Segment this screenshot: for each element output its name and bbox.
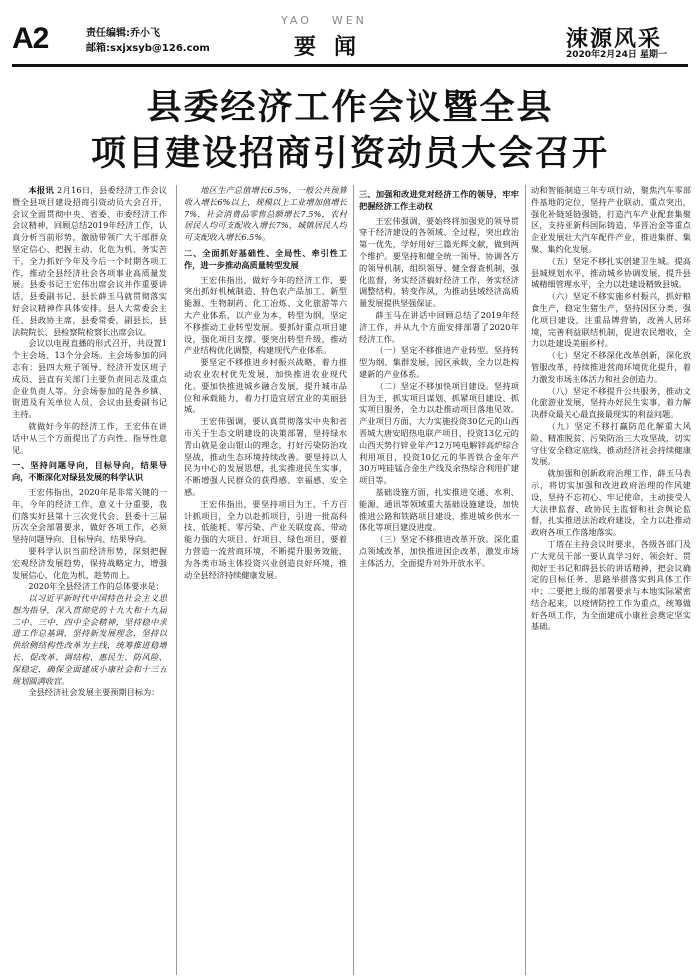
paragraph: 全县经济社会发展主要预期目标为： [28, 687, 160, 698]
editor-name: 责任编辑:乔小飞 [86, 28, 160, 39]
page-header [0, 0, 700, 70]
paragraph: （二）坚定不移加快项目建设。坚持项目为王，抓实项目谋划、抓紧项目建设、抓实项目服务，全力以赴推动项目落地见效。产业项目方面，大力实施投资30亿元的山西晋城大唐安昭热电联产项目，投资13亿元的山西天势行锌业年产12万吨电解锌高炉综合利用项目，投资10亿元的华晋铁合金年产30万吨硅锰合金生产线及余热综合利用扩建项目等。 [359, 380, 519, 486]
pinyin-left: YAO [281, 14, 312, 27]
section-heading: 三、加强和改进党对经济工作的领导，牢牢把握经济工作主动权 [359, 189, 519, 211]
paragraph: 王宏伟指出，2020年是非常关键的一年，今年的经济工作，意义十分重要，我们落实好县第十三次党代会、县委十三届历次全会部署要求，做好各项工作，必须坚持问题导向、目标导向、结果导向。 [12, 486, 167, 545]
quote-paragraph: 以习近平新时代中国特色社会主义思想为指导，深入贯彻党的十九大和十九届二中、三中、四中全会精神，坚持稳中求进工作总基调，坚持新发展理念，坚持以供给侧结构性改革为主线，统筹推进稳增长、促改革、调结构、惠民生、防风险、保稳定，确保全面建成小康社会和十三五规划圆满收官。 [12, 593, 167, 686]
headline-line-1: 县委经济工作会议暨全县 [146, 88, 554, 128]
paragraph: （六）坚定不移实施乡村振兴，抓好粮食生产，稳定生猪生产，坚持因区分类、强化项目建设，注重品牌营销，改善人居环境，完善利益联结机制，促进农民增收，全力以赴建设美丽乡村。 [531, 291, 691, 349]
paragraph: （一）坚定不移推进产业转型。坚持转型为纲、集群发展，园区承载、全力以赴构建新的产业体系。 [359, 345, 519, 379]
article-column-4 [531, 185, 691, 975]
issue-date: 2020年2月24日 星期一 [566, 50, 667, 60]
paragraph: 基础设施方面，扎实推进交通、水利、能源、通讯等领域重大基础设施建设，加快推进公路和铁路项目建设，推进城乡供水一体化等项目建设进度。 [359, 486, 519, 533]
paragraph: 丁塔在主持会议时要求，各级各部门及广大党员干部一要认真学习好、领会好、贯彻好王书记和薛县长的讲话精神，把会议确定的目标任务、思路举措落实到具体工作中；二要把上级的部署要求与本地实际紧密结合起来，以疫情防控工作为重点，统筹做好各项工作，为全面建成小康社会奠定坚实基础。 [531, 538, 691, 632]
paragraph: 王宏伟指出，做好今年的经济工作，要突出抓好机械制造、特色农产品加工、新型能源、生物制药、化工冶炼、文化旅游等六大产业体系，以产业为本，转型为纲，坚定不移推动工业转型发展。要抓好重点项目建设，强化项目支撑。要突出转型升级，推动产业结构优化调整，构建现代产业体系。 [184, 274, 347, 356]
column-divider [353, 185, 354, 975]
paragraph: （九）坚定不移打赢防范化解重大风险、精准脱贫、污染防治三大攻坚战，切实守住安全稳定底线，推动经济社会持续健康发展。 [531, 420, 691, 467]
section-heading: 二、全面抓好基础性、全局性、牵引性工作，进一步推动高质量转型发展 [184, 247, 347, 270]
page-number: A2 [12, 22, 49, 55]
paragraph: 就做好今年的经济工作，王宏伟在讲话中从三个方面提出了方向性、指导性意见。 [12, 420, 167, 455]
paragraph: 王宏伟强调，要认真贯彻落实中央和省市关于生态文明建设的决策部署，坚持绿水青山就是金山银山的理念，打好污染防治攻坚战，推动生态环境持续改善。要坚持以人民为中心的发展思想，扎实推进民生实事，不断增强人民群众的获得感、幸福感、安全感。 [184, 416, 347, 497]
paragraph: 动和智能制造三年专项行动，聚焦汽车零部件基地的定位，坚持产业联动、重点突出，强化补链延链强链，打造汽车产业配套集聚区，支持亚新科国际铸造、华晋冶金等重点企业发展壮大汽车配件产业，推进集群、集聚、集约化发展。 [531, 185, 691, 254]
paragraph: 就加强和创新政府治理工作，薛玉马表示，将切实加强和改进政府治理的作风建设，坚持不忘初心、牢记使命，主动接受人大法律监督、政协民主监督和社会舆论监督，扎实推进法治政府建设，全力以赴推动政府各项工作落地落实。 [531, 468, 691, 538]
paragraph: 2020年全县经济工作的总体要求是： [28, 581, 164, 592]
paragraph: 要科学认识当前经济形势，深刻把握宏观经济发展趋势，保持战略定力，增强发展信心，化危为机，趁势而上。 [12, 545, 167, 580]
paragraph: 地区生产总值增长6.5%，一般公共预算收入增长6%以上，规模以上工业增加值增长7%，社会消费品零售总额增长7.5%，农村居民人均可支配收入增长7%，城镇居民人均可支配收入增长6.5%。 [184, 185, 347, 243]
section-pinyin [281, 14, 367, 27]
column-divider [525, 185, 526, 975]
column-divider [176, 185, 177, 975]
paragraph: 王宏伟强调，要始终将加强党的领导贯穿于经济建设的各领域、全过程，突出政治第一优先，学好用好三篇光辉文献，做到两个维护。要坚持和健全统一领导、协调各方的领导机制，组织领导、健全督查机制，强化监督，务实经济搞好经济工作，务实经济调整结构，转变作风，为推动县域经济高质量发展提供坚强保证。 [359, 215, 519, 309]
headline-line-2: 项目建设招商引资动员大会召开 [90, 134, 609, 174]
newspaper-brand: 涑源风采 [566, 26, 663, 52]
article-column-3 [359, 185, 519, 975]
header-rule [12, 64, 688, 67]
paragraph: 薛玉马在讲话中回顾总结了2019年经济工作，并从九个方面安排部署了2020年经济工作。 [359, 309, 519, 344]
editor-email: 邮箱:sxjxsyb@126.com [86, 43, 210, 54]
paragraph: （三）坚定不移推进改革开放。深化重点领域改革，加快推进国企改革，激发市场主体活力，全面提升对外开放水平。 [359, 534, 519, 568]
article-column-1 [12, 185, 167, 975]
paragraph: 王宏伟指出，要坚持项目为王，千方百计抓项目，全力以赴抓项目，引进一批高科技、低能耗、零污染、产业关联度高、带动能力强的大项目、好项目、绿色项目，要着力营造一流营商环境，不断提升服务效能，为各类市场主体投资兴业创造良好环境，推动全县经济持续健康发展。 [184, 498, 347, 580]
section-heading: 一、坚持问题导向，目标导向，结果导向，不断深化对绿县发展的科学认识 [12, 460, 167, 483]
paragraph: （七）坚定不移深化改革创新，深化放管服改革，持续推进营商环境优化提升，着力激发市场主体活力和社会创造力。 [531, 350, 691, 384]
paragraph: （八）坚定不移提升公共服务，推动文化旅游业发展，坚持办好民生实事，着力解决群众最关心最直接最现实的利益问题。 [531, 385, 691, 420]
paragraph: （五）坚定不移扎实创建卫生城。提高县城规划水平，推动城乡协调发展，提升县城精细管理水平，全力以赴建设精致县城。 [531, 255, 691, 290]
byline: 本报讯 [28, 185, 55, 195]
article-column-2 [184, 185, 347, 975]
paragraph: 会议以电视直播的形式召开，共设置1个主会场、13个分会场。主会场参加的同志有：县四大班子领导、经济开发区班子成员、县直有关部门主要负责同志及重点企业负责人等。分会场参加的是各乡镇、街道及有关单位人员，会议由县委副书记主持。 [12, 338, 167, 420]
paragraph [12, 185, 167, 338]
editor-info [86, 26, 210, 56]
section-title: 要闻 [294, 34, 375, 60]
paragraph: 要坚定不移推进乡村振兴战略，着力推动农业农村优先发展，加快推进农业现代化。要加快推进城乡融合发展，提升城市品位和承载能力，着力打造宜居宜业的美丽县城。 [184, 357, 347, 415]
paragraph-text: 2月16日，县委经济工作会议暨全县项目建设招商引资动员大会召开，会议全面贯彻中央、省委、市委经济工作会议精神，回顾总结2019年经济工作，认真分析当前形势，激励带领广大干部群众坚定信心、把握主动、化危为机、务实苦干，全力抓好今年及今后一个时期各项工作，推动全县经济社会各项事业高质量发展。县委书记王宏伟出席会议并作重要讲话，县委副书记、县长薛玉马就贯彻落实好会议精神作具体安排。县人大常委会主任、县政协主席，县委常委，副县长，县法院院长、县检察院检察长出席会议。 [12, 185, 167, 337]
pinyin-right: WEN [331, 14, 367, 27]
